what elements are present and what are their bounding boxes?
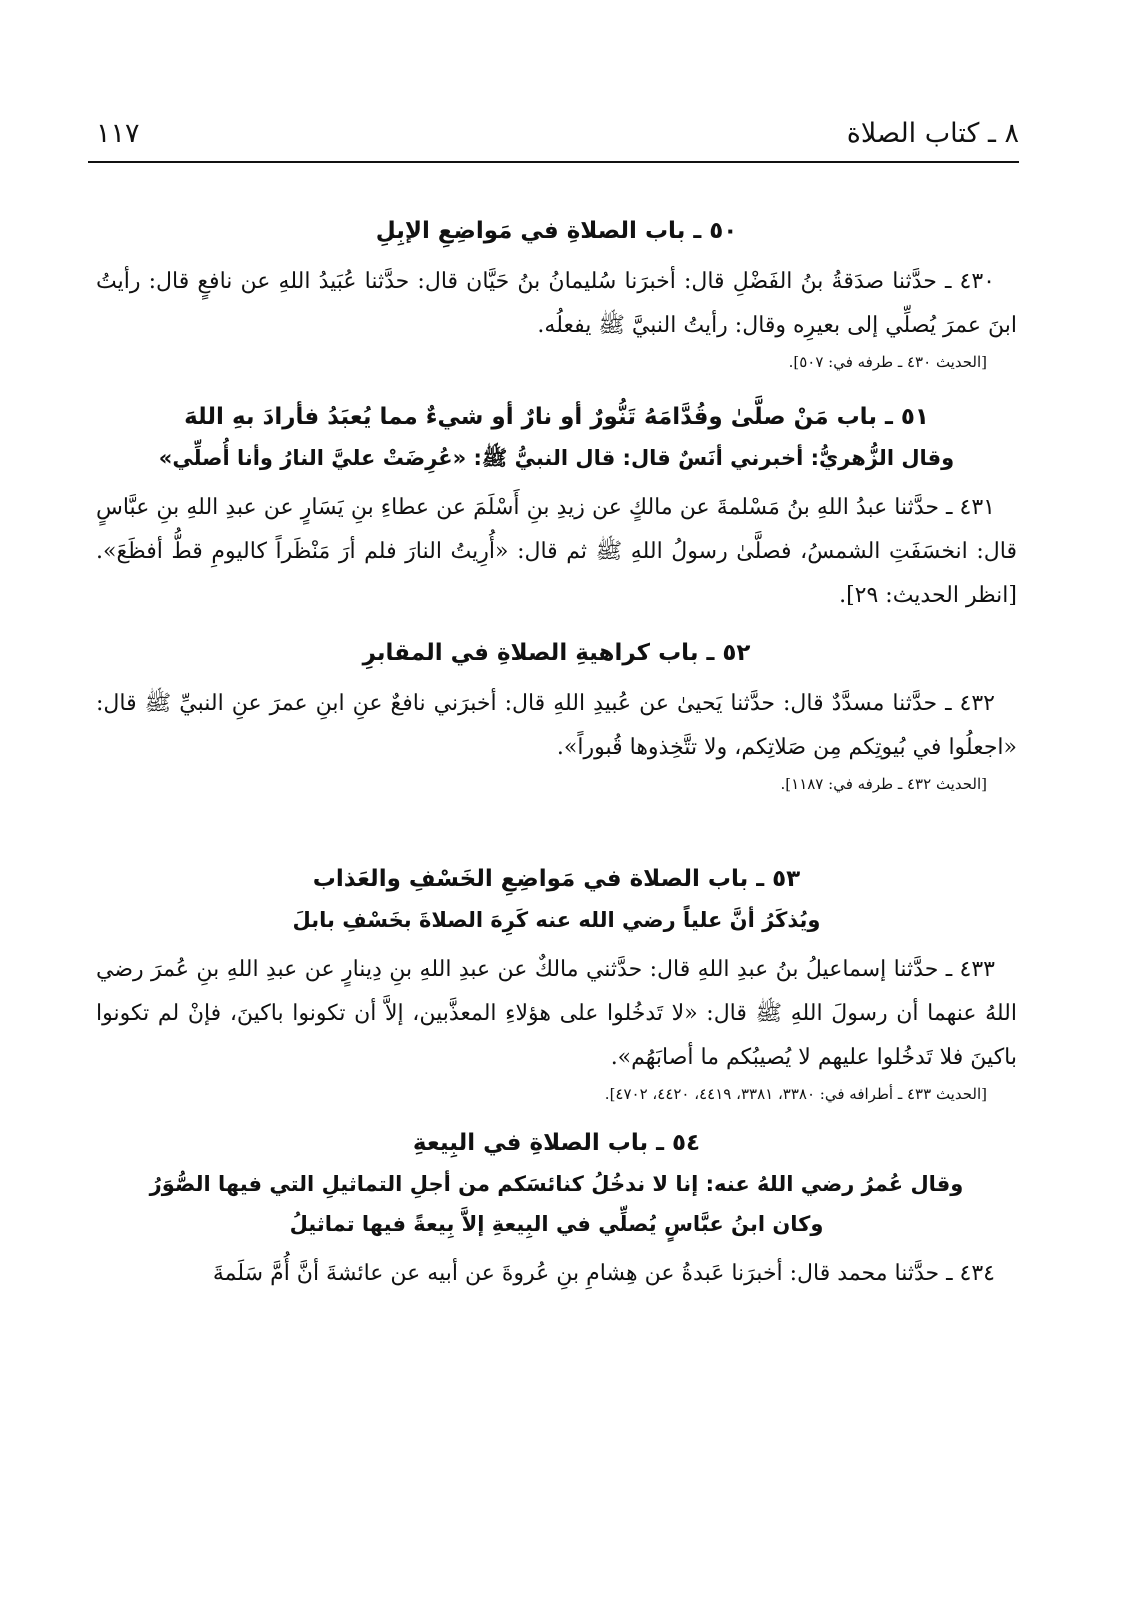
hadith-433: ٤٣٣ ـ حدَّثنا إسماعيلُ بنُ عبدِ اللهِ قال: حدَّثني مالكٌ عن عبدِ اللهِ بنِ دِينارٍ عن عبدِ اللهِ بنِ عُمرَ رضي اللهُ عنهما أن رسولَ اللهِ ﷺ قال: «لا تَدخُلوا على هؤلاءِ المعذَّبين، إلاَّ أن تكونوا باكينَ، فإنْ لم تكونوا باكينَ فلا تَدخُلوا عليهم لا يُصيبُكم ما أصابَهُم». xyxy=(96,957,1017,1070)
section-heading-53: ٥٣ ـ باب الصلاة في مَواضِعِ الخَسْفِ والعَذاب xyxy=(312,866,801,892)
section-54-subtitle-2: وكان ابنُ عبَّاسٍ يُصلِّي في البِيعةِ إلاَّ بِيعةً فيها تماثيلُ xyxy=(289,1212,824,1236)
hadith-431: ٤٣١ ـ حدَّثنا عبدُ اللهِ بنُ مَسْلمةَ عن مالكٍ عن زيدِ بنِ أَسْلَمَ عن عطاءِ بنِ يَسَارٍ عن عبدِ اللهِ بنِ عبَّاسٍ قال: انخسَفَتِ الشمسُ، فصلَّىٰ رسولُ اللهِ ﷺ ثم قال: «أُرِيتُ النارَ فلم أرَ مَنْظَراً كاليومِ قطُّ أفظَعَ». [انظر الحديث: ٢٩]. xyxy=(96,495,1017,608)
hadith-432: ٤٣٢ ـ حدَّثنا مسدَّدٌ قال: حدَّثنا يَحيىٰ عن عُبيدِ اللهِ قال: أخبرَني نافعٌ عنِ ابنِ عمرَ عنِ النبيِّ ﷺ قال: «اجعلُوا في بُيوتِكم مِن صَلاتِكم، ولا تتَّخِذوها قُبوراً». xyxy=(96,691,1017,760)
hadith-434: ٤٣٤ ـ حدَّثنا محمد قال: أخبرَنا عَبدةُ عن هِشامِ بنِ عُروةَ عن أبيه عن عائشةَ أنَّ أُمَّ سَلَمةَ xyxy=(212,1261,995,1286)
hadith-430-reference: [الحديث ٤٣٠ ـ طرفه في: ٥٠٧]. xyxy=(788,353,987,371)
section-heading-52: ٥٢ ـ باب كراهيةِ الصلاةِ في المقابرِ xyxy=(362,640,751,666)
section-heading-54: ٥٤ ـ باب الصلاةِ في البِيعةِ xyxy=(412,1130,701,1156)
hadith-430: ٤٣٠ ـ حدَّثنا صدَقةُ بنُ الفَضْلِ قال: أخبرَنا سُليمانُ بنُ حَيَّان قال: حدَّثنا عُبَيدُ اللهِ عن نافعٍ قال: رأيتُ ابنَ عمرَ يُصلِّي إلى بعيرِه وقال: رأيتُ النبيَّ ﷺ يفعلُه. xyxy=(96,269,1017,338)
section-53-subtitle: ويُذكَرُ أنَّ علياً رضي الله عنه كَرِهَ الصلاةَ بخَسْفِ بابلَ xyxy=(292,908,821,932)
hadith-432-reference: [الحديث ٤٣٢ ـ طرفه في: ١١٨٧]. xyxy=(780,775,987,793)
section-54-subtitle: وقال عُمرُ رضي اللهُ عنه: إنا لا ندخُلُ كنائسَكم من أجلِ التماثيلِ التي فيها الصُّوَرُ xyxy=(149,1172,964,1196)
page-header xyxy=(96,118,1019,156)
page-number: ١١٧ xyxy=(96,118,140,149)
section-heading-50: ٥٠ ـ باب الصلاةِ في مَواضِعِ الإبِلِ xyxy=(375,218,738,244)
chapter-title: ٨ ـ كتاب الصلاة xyxy=(846,118,1019,149)
page-body xyxy=(96,210,1017,1296)
header-rule xyxy=(88,161,1019,163)
hadith-433-reference: [الحديث ٤٣٣ ـ أطرافه في: ٣٣٨٠، ٣٣٨١، ٤٤١٩، ٤٤٢٠، ٤٧٠٢]. xyxy=(604,1085,987,1103)
section-heading-51: ٥١ ـ باب مَنْ صلَّىٰ وقُدَّامَهُ تَنُّورٌ أو نارٌ أو شيءٌ مما يُعبَدُ فأرادَ بهِ اللهَ xyxy=(184,404,929,430)
section-51-subtitle: وقال الزُّهريُّ: أخبرني أنَسٌ قال: قال النبيُّ ﷺ: «عُرِضَتْ عليَّ النارُ وأنا أُصلِّي» xyxy=(158,446,955,470)
